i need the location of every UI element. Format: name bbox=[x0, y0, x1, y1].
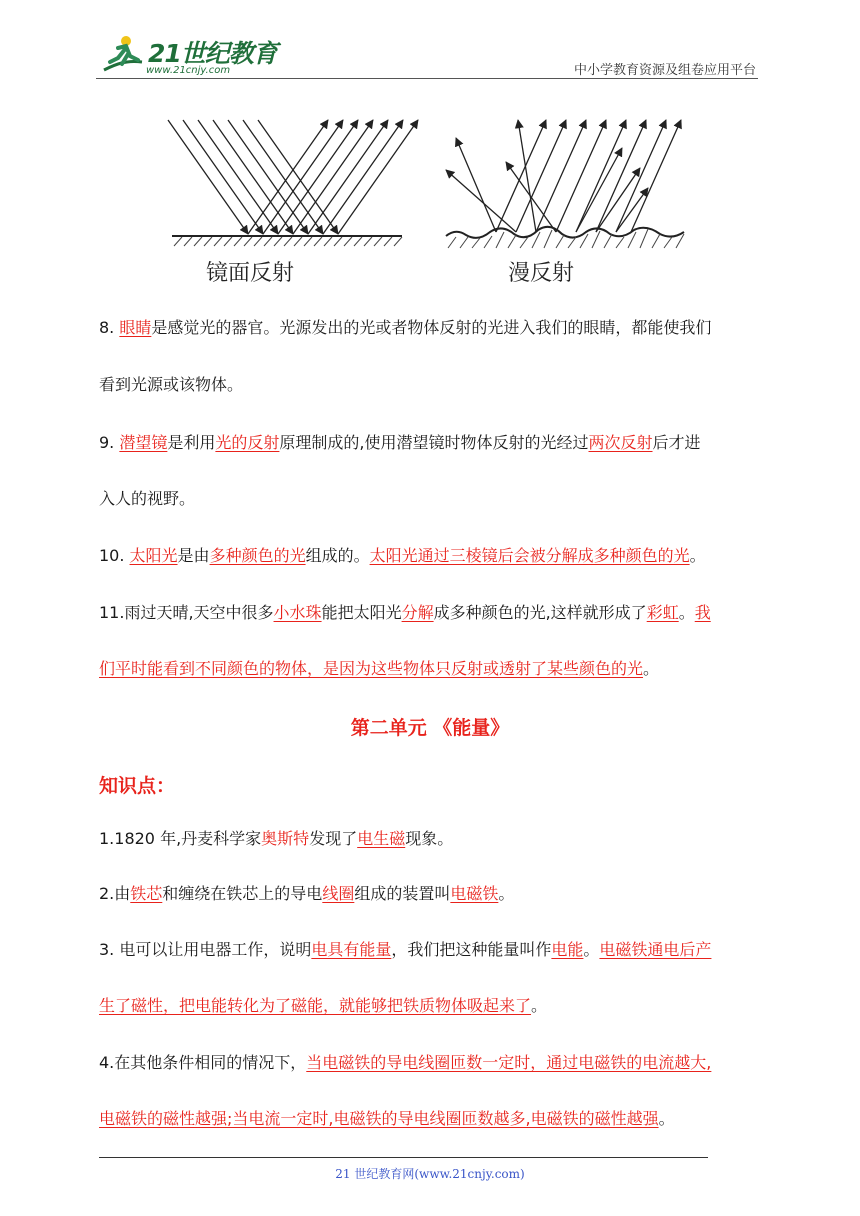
header-divider bbox=[96, 78, 758, 79]
answer-coil: 线圈 bbox=[322, 884, 355, 903]
logo-text: 21世纪教育 bbox=[148, 39, 277, 68]
point-3-cont: 生了磁性，把电能转化为了磁能，就能够把铁质物体吸起来了。 bbox=[99, 996, 548, 1015]
answer-droplets: 小水珠 bbox=[273, 603, 322, 622]
answer-colors: 多种颜色的光 bbox=[209, 546, 306, 565]
answer-current: 当电磁铁的导电线圈匝数一定时，通过电磁铁的电流越大, bbox=[306, 1053, 712, 1072]
answer-twice: 两次反射 bbox=[588, 433, 653, 452]
page-header bbox=[0, 0, 860, 90]
specular-label: 镜面反射 bbox=[206, 261, 295, 286]
answer-coil-turns: 电磁铁的磁性越强;当电流一定时,电磁铁的导电线圈匝数越多,电磁铁的磁性越强 bbox=[99, 1109, 659, 1128]
specular-rays bbox=[168, 120, 418, 234]
site-logo[interactable] bbox=[96, 34, 277, 80]
item-10: 10. 太阳光是由多种颜色的光组成的。太阳光通过三棱镜后会被分解成多种颜色的光。 bbox=[99, 546, 706, 565]
answer-prism: 太阳光通过三棱镜后会被分解成多种颜色的光 bbox=[369, 546, 690, 565]
reflection-figure bbox=[156, 108, 696, 292]
answer-rainbow: 彩虹 bbox=[646, 603, 679, 622]
answer-sunlight: 太阳光 bbox=[129, 546, 178, 565]
runner-logo-icon bbox=[96, 34, 148, 78]
point-4: 4.在其他条件相同的情况下，当电磁铁的导电线圈匝数一定时，通过电磁铁的电流越大, bbox=[99, 1053, 712, 1072]
answer-decompose: 分解 bbox=[401, 603, 434, 622]
reflection-diagram bbox=[156, 108, 696, 292]
point-1: 1.1820 年,丹麦科学家奥斯特发现了电生磁现象。 bbox=[99, 829, 454, 848]
footer-link[interactable]: 21 世纪教育网(www.21cnjy.com) bbox=[335, 1167, 525, 1181]
item-9: 9. 潜望镜是利用光的反射原理制成的,使用潜望镜时物体反射的光经过两次反射后才进 bbox=[99, 433, 701, 452]
answer-electric-energy: 电能 bbox=[551, 940, 584, 959]
answer-electromagnet: 电磁铁 bbox=[450, 884, 499, 903]
point-4-cont: 电磁铁的磁性越强;当电流一定时,电磁铁的导电线圈匝数越多,电磁铁的磁性越强。 bbox=[99, 1109, 675, 1128]
item-8-cont: 看到光源或该物体。 bbox=[99, 375, 244, 394]
answer-iron-core: 铁芯 bbox=[130, 884, 163, 903]
answer-reflection: 光的反射 bbox=[215, 433, 280, 452]
answer-periscope: 潜望镜 bbox=[119, 433, 168, 452]
answer-electromagnetism: 电生磁 bbox=[357, 829, 406, 848]
knowledge-label: 知识点： bbox=[99, 775, 176, 797]
answer-object-color: 们平时能看到不同颜色的物体，是因为这些物体只反射或透射了某些颜色的光 bbox=[99, 659, 644, 678]
answer-oersted: 奥斯特 bbox=[261, 829, 310, 848]
item-11: 11.雨过天晴,天空中很多小水珠能把太阳光分解成多种颜色的光,这样就形成了彩虹。我 bbox=[99, 603, 711, 622]
footer-divider bbox=[99, 1157, 708, 1158]
answer-energy: 电具有能量 bbox=[311, 940, 392, 959]
item-8: 8. 眼睛是感觉光的器官。光源发出的光或者物体反射的光进入我们的眼睛，都能使我们 bbox=[99, 318, 712, 337]
point-3: 3. 电可以让用电器工作，说明电具有能量，我们把这种能量叫作电能。电磁铁通电后产 bbox=[99, 940, 712, 959]
answer-eyes: 眼睛 bbox=[119, 318, 152, 337]
platform-name: 中小学教育资源及组卷应用平台 bbox=[573, 63, 756, 78]
diffuse-label: 漫反射 bbox=[508, 261, 575, 286]
answer-magnetic-energy: 生了磁性，把电能转化为了磁能，就能够把铁质物体吸起来了 bbox=[99, 996, 532, 1015]
unit-title: 第二单元 《能量》 bbox=[350, 717, 510, 739]
point-2: 2.由铁芯和缠绕在铁芯上的导电线圈组成的装置叫电磁铁。 bbox=[99, 884, 515, 903]
item-9-cont: 入人的视野。 bbox=[99, 489, 196, 508]
item-11-cont: 们平时能看到不同颜色的物体，是因为这些物体只反射或透射了某些颜色的光。 bbox=[99, 659, 660, 678]
diffuse-rays bbox=[446, 120, 681, 232]
logo-url: www.21cnjy.com bbox=[146, 65, 231, 76]
